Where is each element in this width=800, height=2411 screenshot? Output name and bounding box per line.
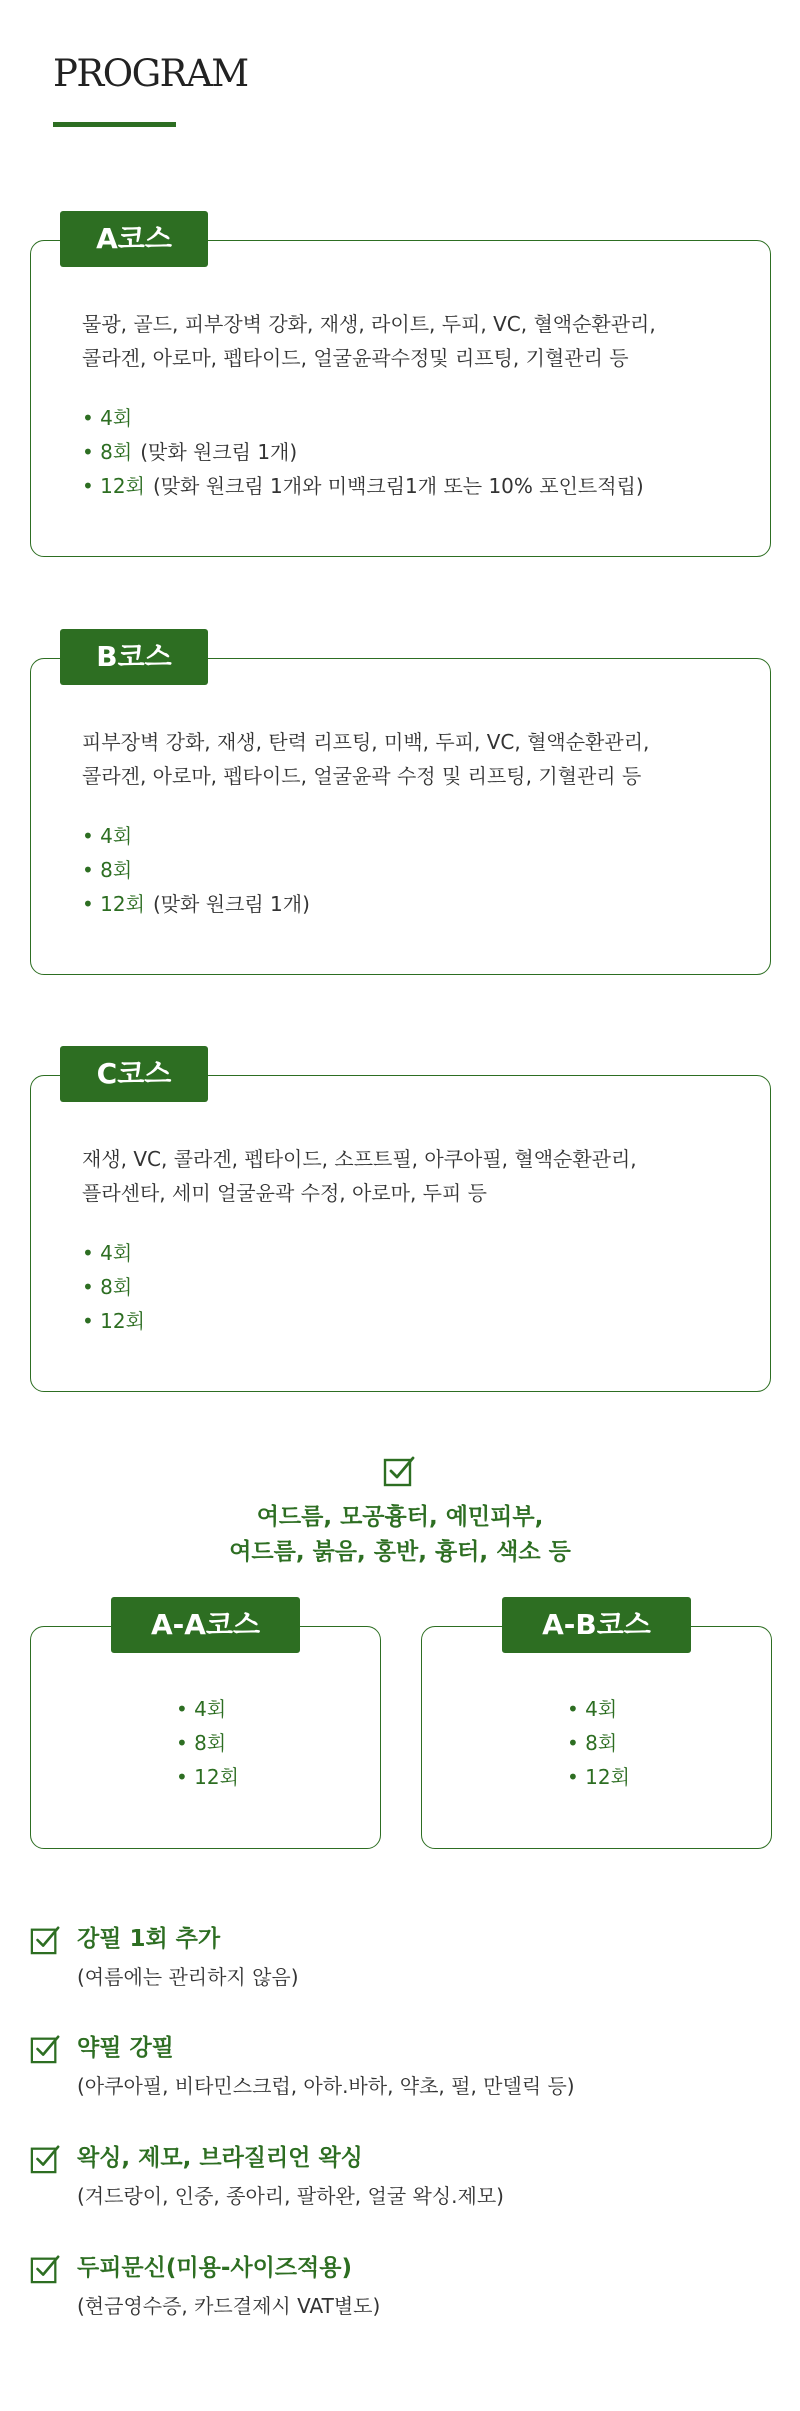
list-item — [82, 1236, 145, 1270]
course-ab-card — [421, 1626, 772, 1849]
course-a-tag: A코스 — [60, 211, 208, 267]
list-item — [82, 401, 644, 435]
session-label: • 12회 — [82, 1309, 145, 1333]
course-b-card — [30, 658, 771, 975]
course-a-desc-line-2: 콜라겐, 아로마, 펩타이드, 얼굴윤곽수정및 리프팅, 기혈관리 등 — [82, 346, 629, 370]
list-item: • 8회 — [567, 1731, 618, 1755]
course-ab-sessions — [567, 1692, 630, 1794]
extra-subtitle: (현금영수증, 카드결제시 VAT별도) — [77, 2294, 381, 2318]
course-a-card — [30, 240, 771, 557]
course-a-sessions — [82, 401, 644, 503]
list-item: • 8회 — [176, 1731, 227, 1755]
extra-subtitle: (겨드랑이, 인중, 종아리, 팔하완, 얼굴 왁싱.제모) — [77, 2184, 504, 2208]
session-label: • 8회 — [82, 858, 133, 882]
session-label: • 8회 — [82, 440, 133, 464]
list-item — [82, 1270, 145, 1304]
checkbox-check-icon — [30, 2034, 60, 2064]
extra-title: 약필 강필 — [77, 2035, 174, 2061]
list-item: • 12회 — [176, 1765, 239, 1789]
list-item: • 12회 — [567, 1765, 630, 1789]
checkbox-check-icon — [30, 2144, 60, 2174]
course-aa-card — [30, 1626, 381, 1849]
course-c-card — [30, 1075, 771, 1392]
acne-program-title — [0, 1500, 800, 1570]
session-label: • 8회 — [82, 1275, 133, 1299]
list-item — [82, 1304, 145, 1338]
course-aa-tag: A-A코스 — [111, 1597, 300, 1653]
list-item — [82, 853, 310, 887]
list-item — [82, 469, 644, 503]
acne-title-line-1: 여드름, 모공흉터, 예민피부, — [256, 1504, 544, 1530]
course-b-desc-line-2: 콜라겐, 아로마, 펩타이드, 얼굴윤곽 수정 및 리프팅, 기혈관리 등 — [82, 764, 642, 788]
session-note: (맞화 원크림 1개와 미백크림1개 또는 10% 포인트적립) — [152, 474, 644, 498]
course-c-tag: C코스 — [60, 1046, 208, 1102]
list-item — [82, 887, 310, 921]
extra-title: 왁싱, 제모, 브라질리언 왁싱 — [77, 2145, 363, 2171]
session-note: (맞화 원크림 1개) — [140, 440, 298, 464]
extra-subtitle: (아쿠아필, 비타민스크럽, 아하.바하, 약초, 펄, 만델릭 등) — [77, 2074, 575, 2098]
course-ab-tag: A-B코스 — [502, 1597, 691, 1653]
course-c-desc-line-2: 플라센타, 세미 얼굴윤곽 수정, 아로마, 두피 등 — [82, 1181, 487, 1205]
course-c-description — [82, 1142, 637, 1210]
extra-title: 두피문신(미용-사이즈적용) — [77, 2255, 352, 2281]
course-b-description — [82, 725, 649, 793]
session-label: • 4회 — [82, 824, 133, 848]
page-header — [53, 52, 248, 127]
checkbox-check-icon — [30, 1925, 60, 1955]
checkbox-check-icon — [383, 1455, 415, 1487]
extra-subtitle: (여름에는 관리하지 않음) — [77, 1965, 299, 1989]
extra-title: 강필 1회 추가 — [77, 1926, 221, 1952]
course-b-sessions — [82, 819, 310, 921]
course-a-description — [82, 307, 656, 375]
title-underline — [53, 122, 176, 127]
list-item: • 4회 — [176, 1697, 227, 1721]
course-c-desc-line-1: 재생, VC, 콜라겐, 펩타이드, 소프트필, 아쿠아필, 혈액순환관리, — [82, 1147, 637, 1171]
session-label: • 4회 — [82, 1241, 133, 1265]
course-b-desc-line-1: 피부장벽 강화, 재생, 탄력 리프팅, 미백, 두피, VC, 혈액순환관리, — [82, 730, 650, 754]
course-c-sessions — [82, 1236, 145, 1338]
list-item — [82, 435, 644, 469]
course-aa-sessions — [176, 1692, 239, 1794]
checkbox-check-icon — [30, 2254, 60, 2284]
session-note: (맞화 원크림 1개) — [152, 892, 310, 916]
list-item — [82, 819, 310, 853]
session-label: • 12회 — [82, 474, 145, 498]
page-title: PROGRAM — [53, 52, 248, 95]
acne-title-line-2: 여드름, 붉음, 홍반, 흉터, 색소 등 — [229, 1539, 571, 1565]
course-b-tag: B코스 — [60, 629, 208, 685]
session-label: • 12회 — [82, 892, 145, 916]
course-a-desc-line-1: 물광, 골드, 피부장벽 강화, 재생, 라이트, 두피, VC, 혈액순환관리, — [82, 312, 656, 336]
list-item: • 4회 — [567, 1697, 618, 1721]
session-label: • 4회 — [82, 406, 133, 430]
